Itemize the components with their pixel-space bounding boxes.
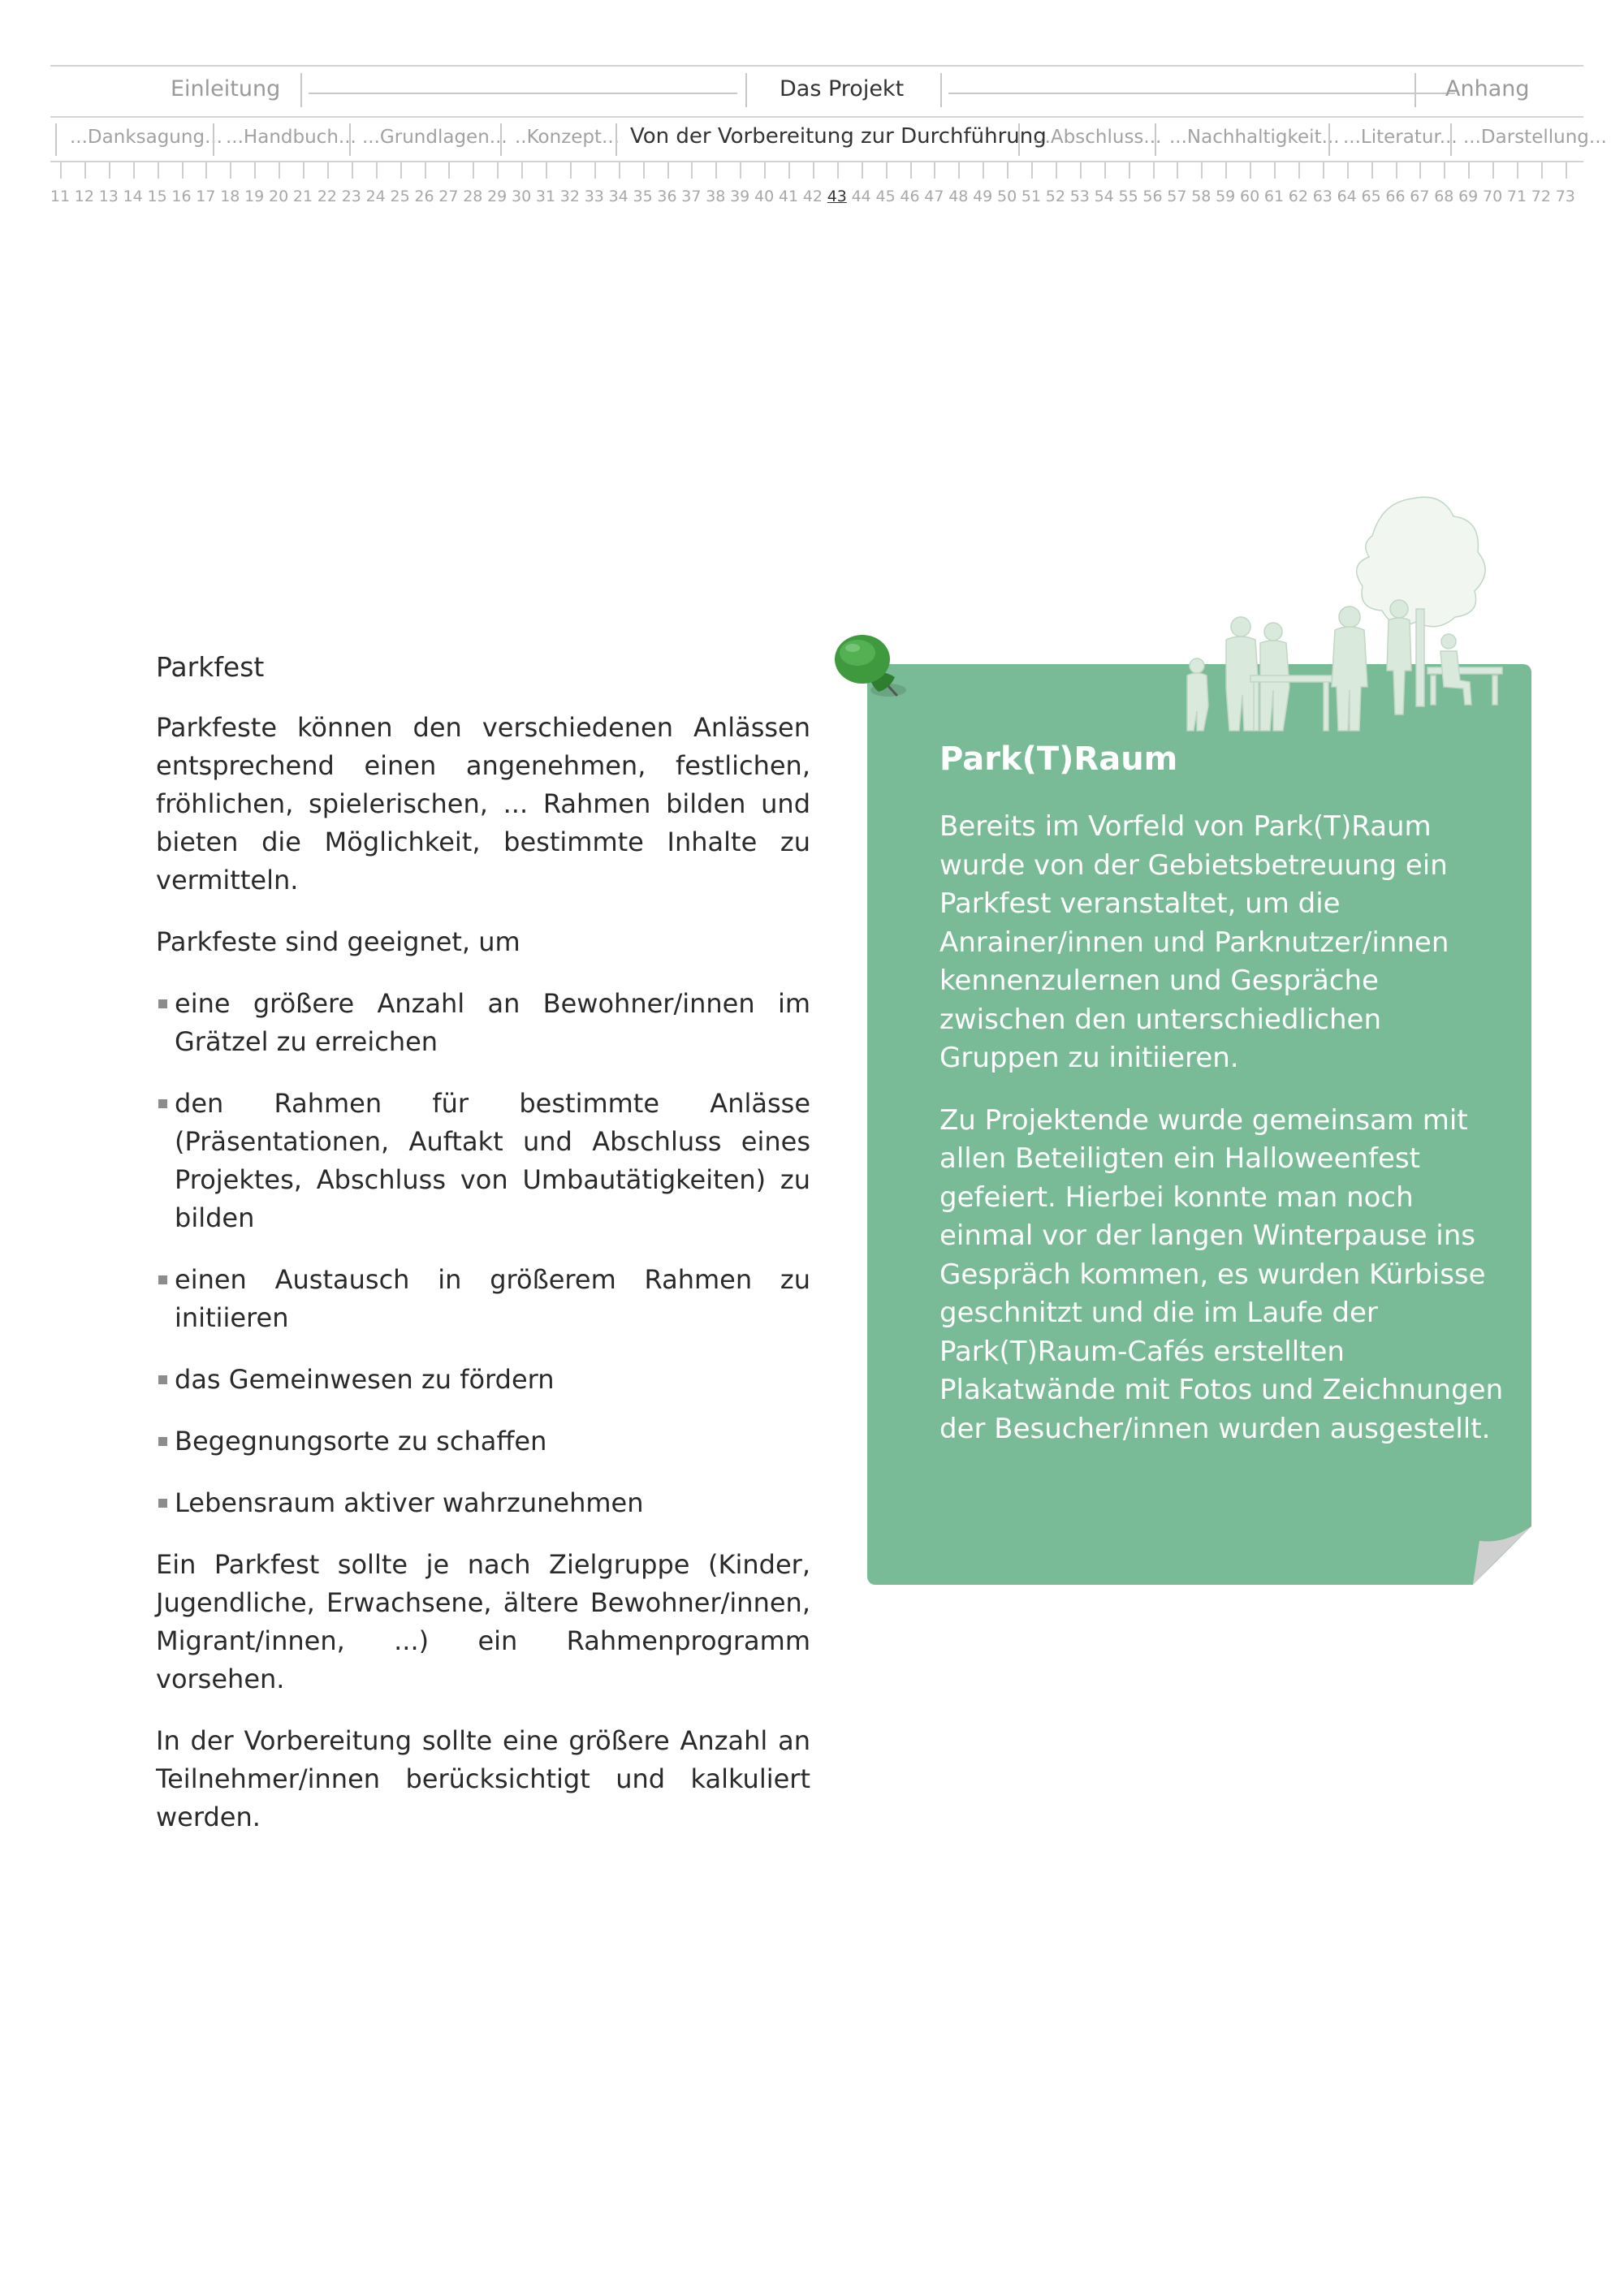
- page-tick: [862, 162, 863, 179]
- page-tick: [886, 162, 888, 179]
- page-tick: [1371, 162, 1373, 179]
- chapter-divider: [55, 123, 57, 156]
- page-tick: [1056, 162, 1057, 179]
- page-number[interactable]: 54: [1094, 188, 1114, 205]
- article-intro: Parkfeste können den verschiedenen Anlässen entsprechend einen angenehmen, festlichen, fröhlichen, spielerischen, ... Rahmen bilden und bieten die Möglichkeit, bestimmte Inhalte zu vermitteln.: [156, 712, 810, 896]
- page-tick: [740, 162, 741, 179]
- chapter-abschluss[interactable]: ...Abschluss...: [1033, 127, 1162, 148]
- page-tick: [254, 162, 256, 179]
- page-number[interactable]: 45: [875, 188, 896, 205]
- page-number[interactable]: 63: [1312, 188, 1332, 205]
- page-number[interactable]: 65: [1361, 188, 1381, 205]
- page-tick: [473, 162, 474, 179]
- page-number[interactable]: 21: [292, 188, 313, 205]
- page-number[interactable]: 55: [1118, 188, 1138, 205]
- page-tick: [327, 162, 329, 179]
- page-tick: [425, 162, 426, 179]
- chapter-konzept[interactable]: ..Konzept...: [515, 127, 620, 148]
- page-tick: [643, 162, 645, 179]
- page-tick: [205, 162, 207, 179]
- page-number[interactable]: 14: [123, 188, 143, 205]
- chapter-divider: [1018, 123, 1020, 156]
- chapter-nachhaltigkeit[interactable]: ...Nachhaltigkeit...: [1169, 127, 1340, 148]
- list-item: Begegnungsorte zu schaffen: [156, 1422, 810, 1461]
- page-number[interactable]: 42: [802, 188, 823, 205]
- page-tick: [1492, 162, 1494, 179]
- nav-top-rule: [50, 65, 1583, 67]
- card-body: [939, 808, 1508, 1472]
- page-tick: [279, 162, 280, 179]
- page-tick: [958, 162, 960, 179]
- section-einleitung[interactable]: Einleitung: [171, 76, 281, 101]
- page-number[interactable]: 27: [438, 188, 459, 205]
- page-tick: [764, 162, 766, 179]
- page-tick: [182, 162, 184, 179]
- page-number[interactable]: 58: [1191, 188, 1212, 205]
- page-tick: [813, 162, 814, 179]
- list-item: das Gemeinwesen zu fördern: [156, 1361, 810, 1399]
- section-nav: [50, 68, 1583, 114]
- chapter-literatur[interactable]: ...Literatur...: [1343, 127, 1458, 148]
- page-number[interactable]: 29: [487, 188, 508, 205]
- page-tick: [1347, 162, 1349, 179]
- chapter-divider: [1450, 123, 1452, 156]
- section-anhang[interactable]: Anhang: [1445, 76, 1530, 101]
- page-number[interactable]: 19: [244, 188, 265, 205]
- page-tick: [1298, 162, 1300, 179]
- chapter-darstellung[interactable]: ...Darstellung...: [1463, 127, 1607, 148]
- page-number[interactable]: 53: [1069, 188, 1090, 205]
- chapter-divider: [349, 123, 351, 156]
- page-number[interactable]: 69: [1458, 188, 1479, 205]
- page-tick: [667, 162, 669, 179]
- page-tick: [303, 162, 304, 179]
- page-number[interactable]: 49: [973, 188, 993, 205]
- page-number[interactable]: 33: [584, 188, 604, 205]
- chapter-divider: [1328, 123, 1330, 156]
- page-tick: [497, 162, 499, 179]
- article-paragraph-target-groups: Ein Parkfest sollte je nach Zielgruppe (Kinder, Jugendliche, Erwachsene, ältere Bewohner/innen, Migrant/innen, ...) ein Rahmenprogramm vorsehen.: [156, 1549, 810, 1694]
- page-tick: [1031, 162, 1033, 179]
- page-tick: [594, 162, 596, 179]
- page-number[interactable]: 72: [1531, 188, 1551, 205]
- chapter-divider: [500, 123, 502, 156]
- page-number[interactable]: 34: [608, 188, 628, 205]
- chapter-divider: [1155, 123, 1156, 156]
- section-das-projekt[interactable]: Das Projekt: [780, 76, 905, 101]
- page-tick: [1177, 162, 1178, 179]
- page-tick: [1153, 162, 1155, 179]
- page-number[interactable]: 66: [1385, 188, 1406, 205]
- page-number[interactable]: 52: [1045, 188, 1065, 205]
- section-divider: [940, 73, 942, 107]
- page-tick: [84, 162, 86, 179]
- page-number[interactable]: 11: [50, 188, 71, 205]
- card-paragraph-prefest: Bereits im Vorfeld von Park(T)Raum wurde von der Gebietsbetreuung ein Parkfest veranstaltet, um die Anrainer/innen und Parknutzer/innen kennenzulernen und Gespräche zwischen den unterschiedlichen Gruppen zu initiieren.: [939, 810, 1449, 1074]
- page-number[interactable]: 41: [778, 188, 799, 205]
- page-number[interactable]: 61: [1263, 188, 1285, 205]
- page-tick: [1225, 162, 1227, 179]
- page-number[interactable]: 13: [98, 188, 119, 205]
- page-number[interactable]: 57: [1167, 188, 1187, 205]
- page-number[interactable]: 39: [730, 188, 750, 205]
- page-number[interactable]: 25: [390, 188, 410, 205]
- section-divider: [300, 73, 302, 107]
- page-tick: [546, 162, 547, 179]
- page-number[interactable]: 37: [681, 188, 702, 205]
- page-tick: [570, 162, 572, 179]
- page-tick: [788, 162, 790, 179]
- page-tick: [60, 162, 62, 179]
- page-tick: [1323, 162, 1324, 179]
- page-tick: [1129, 162, 1130, 179]
- page-number[interactable]: 35: [633, 188, 653, 205]
- list-item: einen Austausch in größerem Rahmen zu initiieren: [156, 1261, 810, 1337]
- chapter-danksagung[interactable]: ...Danksagung...: [70, 127, 222, 148]
- page-number[interactable]: 40: [754, 188, 775, 205]
- page-number[interactable]: 73: [1555, 188, 1575, 205]
- page-tick: [133, 162, 135, 179]
- section-divider: [1415, 73, 1416, 107]
- page-tick: [352, 162, 353, 179]
- page-number[interactable]: 32: [559, 188, 580, 205]
- page-number[interactable]: 17: [196, 188, 216, 205]
- page-number[interactable]: 31: [535, 188, 556, 205]
- page-tick: [158, 162, 159, 179]
- page-tick: [1468, 162, 1470, 179]
- page-number[interactable]: 47: [924, 188, 944, 205]
- pushpin-icon: [828, 627, 918, 708]
- page-number[interactable]: 36: [657, 188, 677, 205]
- page-number[interactable]: 44: [851, 188, 871, 205]
- page-number[interactable]: 60: [1240, 188, 1260, 205]
- page-tick: [910, 162, 912, 179]
- chapter-grundlagen[interactable]: ...Grundlagen...: [362, 127, 508, 148]
- page-number[interactable]: 56: [1142, 188, 1163, 205]
- park-people-illustration: [1169, 487, 1510, 740]
- page-number[interactable]: 62: [1288, 188, 1308, 205]
- page-tick: [1104, 162, 1106, 179]
- page-number[interactable]: 26: [414, 188, 434, 205]
- page-tick-ruler: [50, 162, 1583, 182]
- page-tick: [837, 162, 839, 179]
- section-line: [948, 93, 1455, 94]
- page-number[interactable]: 30: [512, 188, 532, 205]
- page-tick: [1444, 162, 1445, 179]
- page-number[interactable]: 15: [147, 188, 167, 205]
- page-tick: [934, 162, 935, 179]
- page-tick: [376, 162, 378, 179]
- card-title: Park(T)Raum: [939, 740, 1178, 778]
- page-tick: [1541, 162, 1543, 179]
- article-list-intro: Parkfeste sind geeignet, um: [156, 926, 520, 957]
- article-heading: Parkfest: [156, 651, 265, 683]
- page-number[interactable]: 67: [1410, 188, 1430, 205]
- page-tick: [1419, 162, 1421, 179]
- page-tick: [983, 162, 984, 179]
- page-number[interactable]: 24: [365, 188, 386, 205]
- page-number[interactable]: 50: [997, 188, 1017, 205]
- chapter-vorbereitung[interactable]: Von der Vorbereitung zur Durchführung: [630, 124, 1047, 149]
- page-curl-icon: [1473, 1526, 1531, 1585]
- page-tick: [230, 162, 231, 179]
- page-number[interactable]: 12: [74, 188, 94, 205]
- chapter-handbuch[interactable]: ...Handbuch...: [226, 127, 356, 148]
- page-number[interactable]: 71: [1506, 188, 1527, 205]
- article-paragraph-preparation: In der Vorbereitung sollte eine größere Anzahl an Teilnehmer/innen berücksichtigt und kalkuliert werden.: [156, 1725, 810, 1832]
- page-number-bar: [50, 188, 1583, 212]
- section-divider: [745, 73, 747, 107]
- page-number-current[interactable]: 43: [827, 188, 847, 205]
- page-number[interactable]: 68: [1434, 188, 1454, 205]
- page-number[interactable]: 46: [900, 188, 920, 205]
- page-tick: [691, 162, 693, 179]
- page-tick: [1396, 162, 1397, 179]
- page-tick: [448, 162, 450, 179]
- nav-middle-rule: [50, 116, 1583, 118]
- page-tick: [400, 162, 402, 179]
- page-tick: [619, 162, 620, 179]
- page-number[interactable]: 16: [171, 188, 192, 205]
- page-number[interactable]: 64: [1337, 188, 1357, 205]
- page-number[interactable]: 28: [463, 188, 483, 205]
- page-number[interactable]: 70: [1483, 188, 1503, 205]
- page-number[interactable]: 48: [948, 188, 969, 205]
- chapter-divider: [213, 123, 214, 156]
- page-number[interactable]: 23: [341, 188, 361, 205]
- page-number[interactable]: 38: [706, 188, 726, 205]
- page-tick: [1080, 162, 1082, 179]
- card-paragraph-halloween: Zu Projektende wurde gemeinsam mit allen Beteiligten ein Halloweenfest gefeiert. Hierbei konnte man noch einmal vor der langen Winterpause ins Gespräch kommen, es wurden Kürbisse geschnitzt und die im Laufe der Park(T)Raum-Cafés erstellten Plakatwände mit Fotos und Zeichnungen der Besucher/innen wurden ausgestellt.: [939, 1103, 1504, 1445]
- page-tick: [1250, 162, 1251, 179]
- list-item: eine größere Anzahl an Bewohner/innen im Grätzel zu erreichen: [156, 985, 810, 1061]
- page-tick: [109, 162, 110, 179]
- page-number[interactable]: 18: [220, 188, 240, 205]
- page-number[interactable]: 20: [269, 188, 289, 205]
- section-line: [309, 93, 737, 94]
- list-item: Lebensraum aktiver wahrzunehmen: [156, 1484, 810, 1522]
- page-tick: [715, 162, 717, 179]
- chapter-divider: [615, 123, 617, 156]
- article-bullet-list: [156, 985, 810, 1522]
- page-tick: [1274, 162, 1276, 179]
- article-column: [156, 648, 810, 1860]
- page-tick: [1566, 162, 1567, 179]
- page-number[interactable]: 51: [1021, 188, 1042, 205]
- page-tick: [1517, 162, 1518, 179]
- chapter-nav: [50, 119, 1607, 161]
- page-number[interactable]: 59: [1216, 188, 1236, 205]
- list-item: den Rahmen für bestimmte Anlässe (Präsentationen, Auftakt und Abschluss eines Projektes, Abschluss von Umbautätigkeiten) zu bilden: [156, 1085, 810, 1237]
- page-tick: [521, 162, 523, 179]
- page-tick: [1201, 162, 1203, 179]
- page-number[interactable]: 22: [317, 188, 337, 205]
- page-tick: [1007, 162, 1009, 179]
